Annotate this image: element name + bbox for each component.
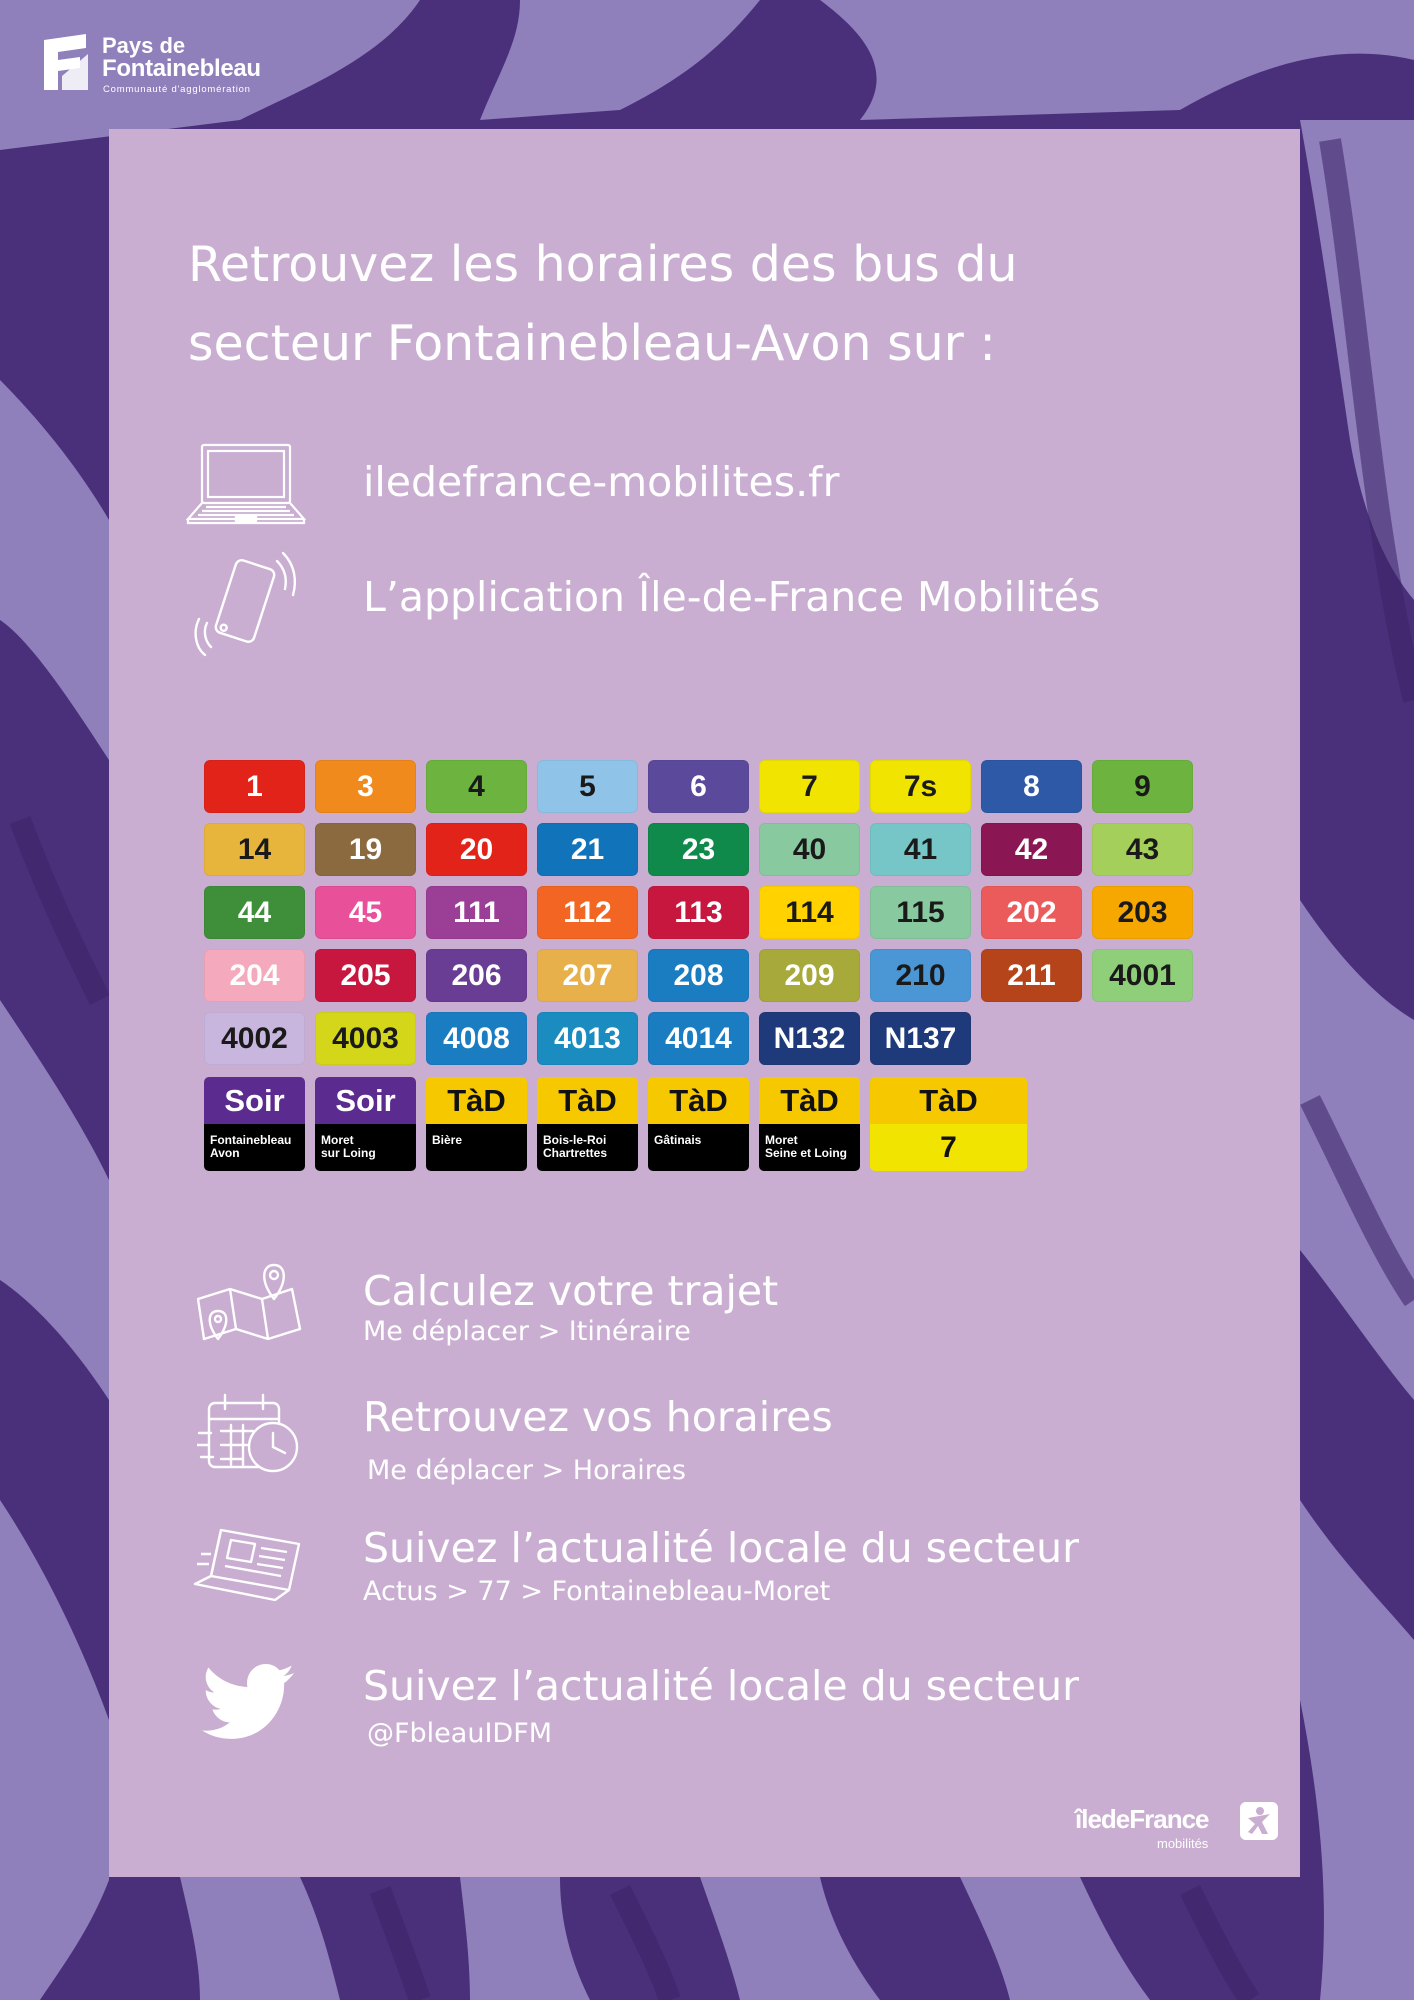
- service-card[interactable]: [315, 1077, 416, 1171]
- line-badge[interactable]: 115: [870, 886, 971, 939]
- line-badge[interactable]: 8: [981, 760, 1082, 813]
- feature-news-title: Suivez l’actualité locale du secteur: [363, 1524, 1079, 1572]
- line-badge[interactable]: 9: [1092, 760, 1193, 813]
- line-badge[interactable]: 7s: [870, 760, 971, 813]
- idfm-logo-wordmark: îledeFrance: [1075, 1804, 1209, 1834]
- logo-line3: Communauté d'agglomération: [103, 84, 251, 95]
- calendar-clock-icon: [197, 1389, 307, 1479]
- twitter-icon: [201, 1664, 297, 1742]
- line-badge[interactable]: 203: [1092, 886, 1193, 939]
- headline: [188, 225, 1268, 383]
- feature-twitter-title: Suivez l’actualité locale du secteur: [363, 1662, 1079, 1710]
- bus-lines-grid: [204, 760, 1204, 1191]
- service-area: Moret sur Loing: [315, 1124, 416, 1171]
- line-badge[interactable]: N137: [870, 1012, 971, 1065]
- line-badge[interactable]: 41: [870, 823, 971, 876]
- tad-line-7-card[interactable]: [870, 1077, 1027, 1171]
- feature-schedules[interactable]: [109, 1389, 1300, 1499]
- app-row[interactable]: [109, 551, 1300, 661]
- line-badge[interactable]: 44: [204, 886, 305, 939]
- service-card[interactable]: [537, 1077, 638, 1171]
- line-badge[interactable]: 114: [759, 886, 860, 939]
- idfm-logo-subtitle: mobilités: [1157, 1836, 1209, 1851]
- service-area: Gâtinais: [648, 1124, 749, 1171]
- feature-twitter[interactable]: [109, 1664, 1300, 1764]
- line-badge[interactable]: 4003: [315, 1012, 416, 1065]
- feature-route[interactable]: [109, 1259, 1300, 1359]
- service-area: Bois-le-Roi Chartrettes: [537, 1124, 638, 1171]
- newspaper-icon: [191, 1524, 306, 1602]
- feature-schedules-sub[interactable]: Me déplacer > Horaires: [367, 1455, 686, 1486]
- idfm-logo: [1075, 1802, 1285, 1852]
- feature-route-sub[interactable]: Me déplacer > Itinéraire: [363, 1316, 691, 1347]
- logo-line2: Fontainebleau: [102, 55, 261, 82]
- line-badge[interactable]: 208: [648, 949, 749, 1002]
- pays-de-fontainebleau-logo: [40, 34, 300, 94]
- line-badge[interactable]: N132: [759, 1012, 860, 1065]
- service-card[interactable]: [759, 1077, 860, 1171]
- line-badge[interactable]: 202: [981, 886, 1082, 939]
- line-badge[interactable]: 4002: [204, 1012, 305, 1065]
- website-link[interactable]: iledefrance-mobilites.fr: [363, 458, 840, 506]
- line-badge[interactable]: 113: [648, 886, 749, 939]
- line-badge[interactable]: 112: [537, 886, 638, 939]
- line-badge[interactable]: 206: [426, 949, 527, 1002]
- line-badge[interactable]: 4014: [648, 1012, 749, 1065]
- feature-route-title: Calculez votre trajet: [363, 1267, 779, 1315]
- service-line: 7: [870, 1124, 1027, 1171]
- grid-spacer: [981, 1012, 1082, 1065]
- twitter-handle[interactable]: @FbleauIDFM: [367, 1718, 553, 1749]
- line-badge[interactable]: 23: [648, 823, 749, 876]
- line-badge[interactable]: 4: [426, 760, 527, 813]
- line-badge[interactable]: 42: [981, 823, 1082, 876]
- app-name[interactable]: L’application Île-de-France Mobilités: [363, 573, 1101, 621]
- feature-schedules-title: Retrouvez vos horaires: [363, 1393, 833, 1441]
- feature-news[interactable]: [109, 1524, 1300, 1624]
- service-type: TàD: [537, 1077, 638, 1124]
- line-badge[interactable]: 6: [648, 760, 749, 813]
- line-badge[interactable]: 4001: [1092, 949, 1193, 1002]
- feature-news-sub[interactable]: Actus > 77 > Fontainebleau-Moret: [363, 1576, 831, 1607]
- service-area: Moret Seine et Loing: [759, 1124, 860, 1171]
- line-badge[interactable]: 45: [315, 886, 416, 939]
- grid-spacer: [1092, 1012, 1193, 1065]
- line-badge[interactable]: 1: [204, 760, 305, 813]
- map-icon: [194, 1259, 304, 1349]
- line-badge[interactable]: 20: [426, 823, 527, 876]
- line-badge[interactable]: 111: [426, 886, 527, 939]
- service-type: Soir: [315, 1077, 416, 1124]
- line-badge[interactable]: 4008: [426, 1012, 527, 1065]
- service-area: Bière: [426, 1124, 527, 1171]
- laptop-icon: [186, 441, 306, 527]
- headline-line1: Retrouvez les horaires des bus du: [188, 236, 1018, 293]
- line-badge[interactable]: 3: [315, 760, 416, 813]
- service-type: TàD: [759, 1077, 860, 1124]
- line-badge[interactable]: 210: [870, 949, 971, 1002]
- line-badge[interactable]: 14: [204, 823, 305, 876]
- service-card[interactable]: [648, 1077, 749, 1171]
- logo-line1: Pays de: [102, 33, 186, 58]
- line-badge[interactable]: 5: [537, 760, 638, 813]
- info-panel: [109, 129, 1300, 1877]
- logo-mark-icon: [40, 34, 92, 90]
- headline-line2: secteur Fontainebleau-Avon sur :: [188, 315, 996, 372]
- line-badge[interactable]: 7: [759, 760, 860, 813]
- service-type: Soir: [204, 1077, 305, 1124]
- line-badge[interactable]: 204: [204, 949, 305, 1002]
- service-type: TàD: [426, 1077, 527, 1124]
- service-card[interactable]: [426, 1077, 527, 1171]
- website-row[interactable]: [109, 441, 1300, 531]
- idfm-person-icon: [1240, 1802, 1278, 1840]
- line-badge[interactable]: 21: [537, 823, 638, 876]
- service-type: TàD: [648, 1077, 749, 1124]
- line-badge[interactable]: 4013: [537, 1012, 638, 1065]
- service-type: TàD: [870, 1077, 1027, 1124]
- line-badge[interactable]: 19: [315, 823, 416, 876]
- line-badge[interactable]: 209: [759, 949, 860, 1002]
- line-badge[interactable]: 40: [759, 823, 860, 876]
- line-badge[interactable]: 205: [315, 949, 416, 1002]
- line-badge[interactable]: 43: [1092, 823, 1193, 876]
- line-badge[interactable]: 207: [537, 949, 638, 1002]
- line-badge[interactable]: 211: [981, 949, 1082, 1002]
- service-card[interactable]: [204, 1077, 305, 1171]
- service-area: Fontainebleau Avon: [204, 1124, 305, 1171]
- smartphone-icon: [189, 551, 301, 661]
